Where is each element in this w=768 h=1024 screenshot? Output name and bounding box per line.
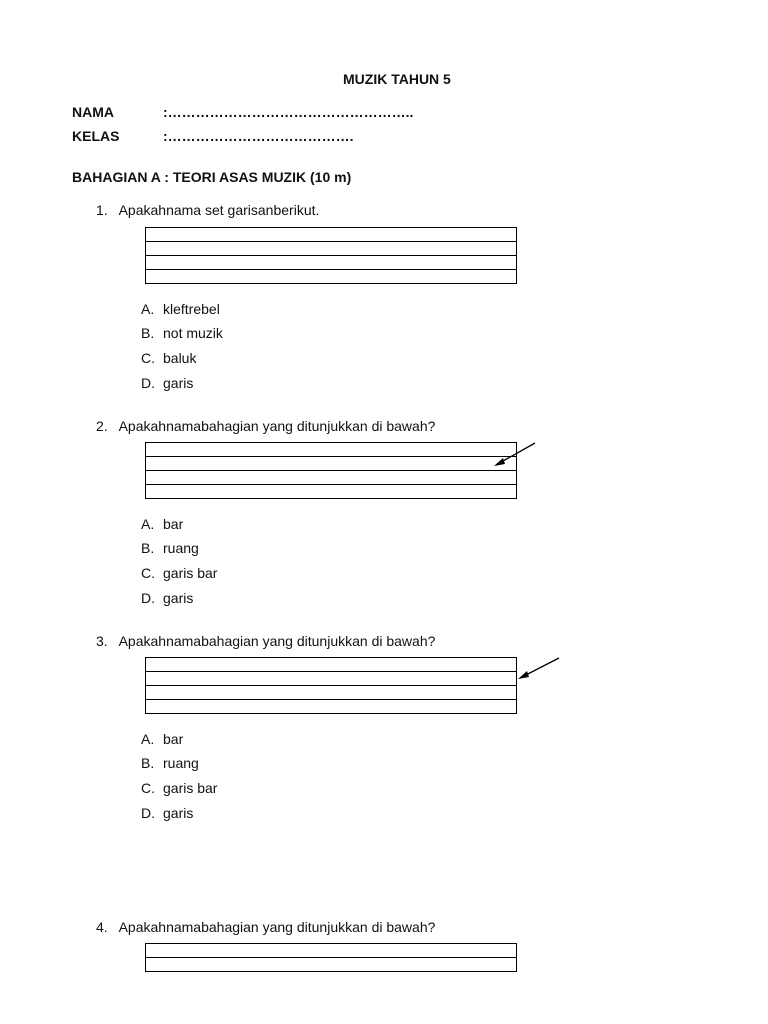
staff-1: [145, 227, 517, 283]
question-number: 1.: [96, 202, 108, 218]
option-letter: D.: [141, 805, 155, 821]
option-1a[interactable]: [141, 301, 220, 317]
option-text: garis bar: [163, 780, 218, 796]
option-2b[interactable]: [141, 540, 199, 556]
staff-line: [145, 255, 517, 256]
pointer-arrow-icon: [514, 655, 564, 685]
option-text: bar: [163, 516, 184, 532]
staff-line: [145, 227, 517, 228]
question-text: Apakahnamabahagian yang ditunjukkan di bawah?: [118, 633, 436, 649]
option-text: kleftrebel: [163, 301, 220, 317]
question-number: 3.: [96, 633, 108, 649]
question-number: 2.: [96, 418, 108, 434]
option-3d[interactable]: [141, 805, 193, 821]
staff-line: [145, 657, 517, 658]
staff-edge-right: [516, 227, 517, 283]
option-letter: C.: [141, 565, 155, 581]
option-1b[interactable]: [141, 325, 223, 341]
staff-edge-right: [516, 943, 517, 971]
option-text: garis: [163, 805, 194, 821]
page-title: MUZIK TAHUN 5: [343, 71, 451, 87]
staff-line: [145, 957, 517, 958]
option-letter: A.: [141, 301, 155, 317]
option-letter: C.: [141, 350, 155, 366]
option-text: ruang: [163, 540, 199, 556]
option-letter: B.: [141, 755, 155, 771]
option-2d[interactable]: [141, 590, 193, 606]
option-letter: C.: [141, 780, 155, 796]
option-text: bar: [163, 731, 184, 747]
option-letter: D.: [141, 375, 155, 391]
option-text: ruang: [163, 755, 199, 771]
staff-line: [145, 283, 517, 284]
option-text: garis bar: [163, 565, 218, 581]
option-letter: B.: [141, 325, 155, 341]
option-2c[interactable]: [141, 565, 217, 581]
staff-line: [145, 484, 517, 485]
question-text: Apakahnama set garisanberikut.: [118, 202, 320, 218]
staff-edge-left: [145, 227, 146, 283]
question-text: Apakahnamabahagian yang ditunjukkan di bawah?: [118, 418, 436, 434]
question-text: Apakahnamabahagian yang ditunjukkan di bawah?: [118, 919, 436, 935]
question-1: [96, 202, 319, 218]
staff-edge-left: [145, 442, 146, 498]
staff-3: [145, 657, 517, 713]
staff-2: [145, 442, 517, 498]
option-letter: A.: [141, 731, 155, 747]
staff-line: [145, 685, 517, 686]
staff-line: [145, 713, 517, 714]
option-letter: B.: [141, 540, 155, 556]
staff-line: [145, 241, 517, 242]
option-text: baluk: [163, 350, 197, 366]
staff-line: [145, 971, 517, 972]
question-3: [96, 633, 435, 649]
kelas-label: KELAS: [72, 128, 120, 144]
section-heading: BAHAGIAN A : TEORI ASAS MUZIK (10 m): [72, 169, 352, 185]
option-1d[interactable]: [141, 375, 193, 391]
nama-label: NAMA: [72, 104, 114, 120]
option-text: garis: [163, 590, 194, 606]
option-letter: D.: [141, 590, 155, 606]
staff-line: [145, 671, 517, 672]
option-2a[interactable]: [141, 516, 183, 532]
staff-line: [145, 470, 517, 471]
staff-edge-left: [145, 943, 146, 971]
option-3c[interactable]: [141, 780, 217, 796]
staff-line: [145, 498, 517, 499]
staff-line: [145, 699, 517, 700]
option-3b[interactable]: [141, 755, 199, 771]
question-number: 4.: [96, 919, 108, 935]
question-4: [96, 919, 435, 935]
nama-field[interactable]: :……………………………………………..: [163, 104, 414, 120]
staff-line: [145, 943, 517, 944]
option-3a[interactable]: [141, 731, 183, 747]
option-text: garis: [163, 375, 194, 391]
option-1c[interactable]: [141, 350, 196, 366]
staff-line: [145, 442, 517, 443]
kelas-field[interactable]: :………………………………….: [163, 128, 354, 144]
staff-line: [145, 269, 517, 270]
option-letter: A.: [141, 516, 155, 532]
question-2: [96, 418, 435, 434]
staff-4: [145, 943, 517, 971]
pointer-arrow-icon: [490, 440, 540, 470]
staff-line: [145, 456, 517, 457]
staff-edge-left: [145, 657, 146, 713]
option-text: not muzik: [163, 325, 223, 341]
